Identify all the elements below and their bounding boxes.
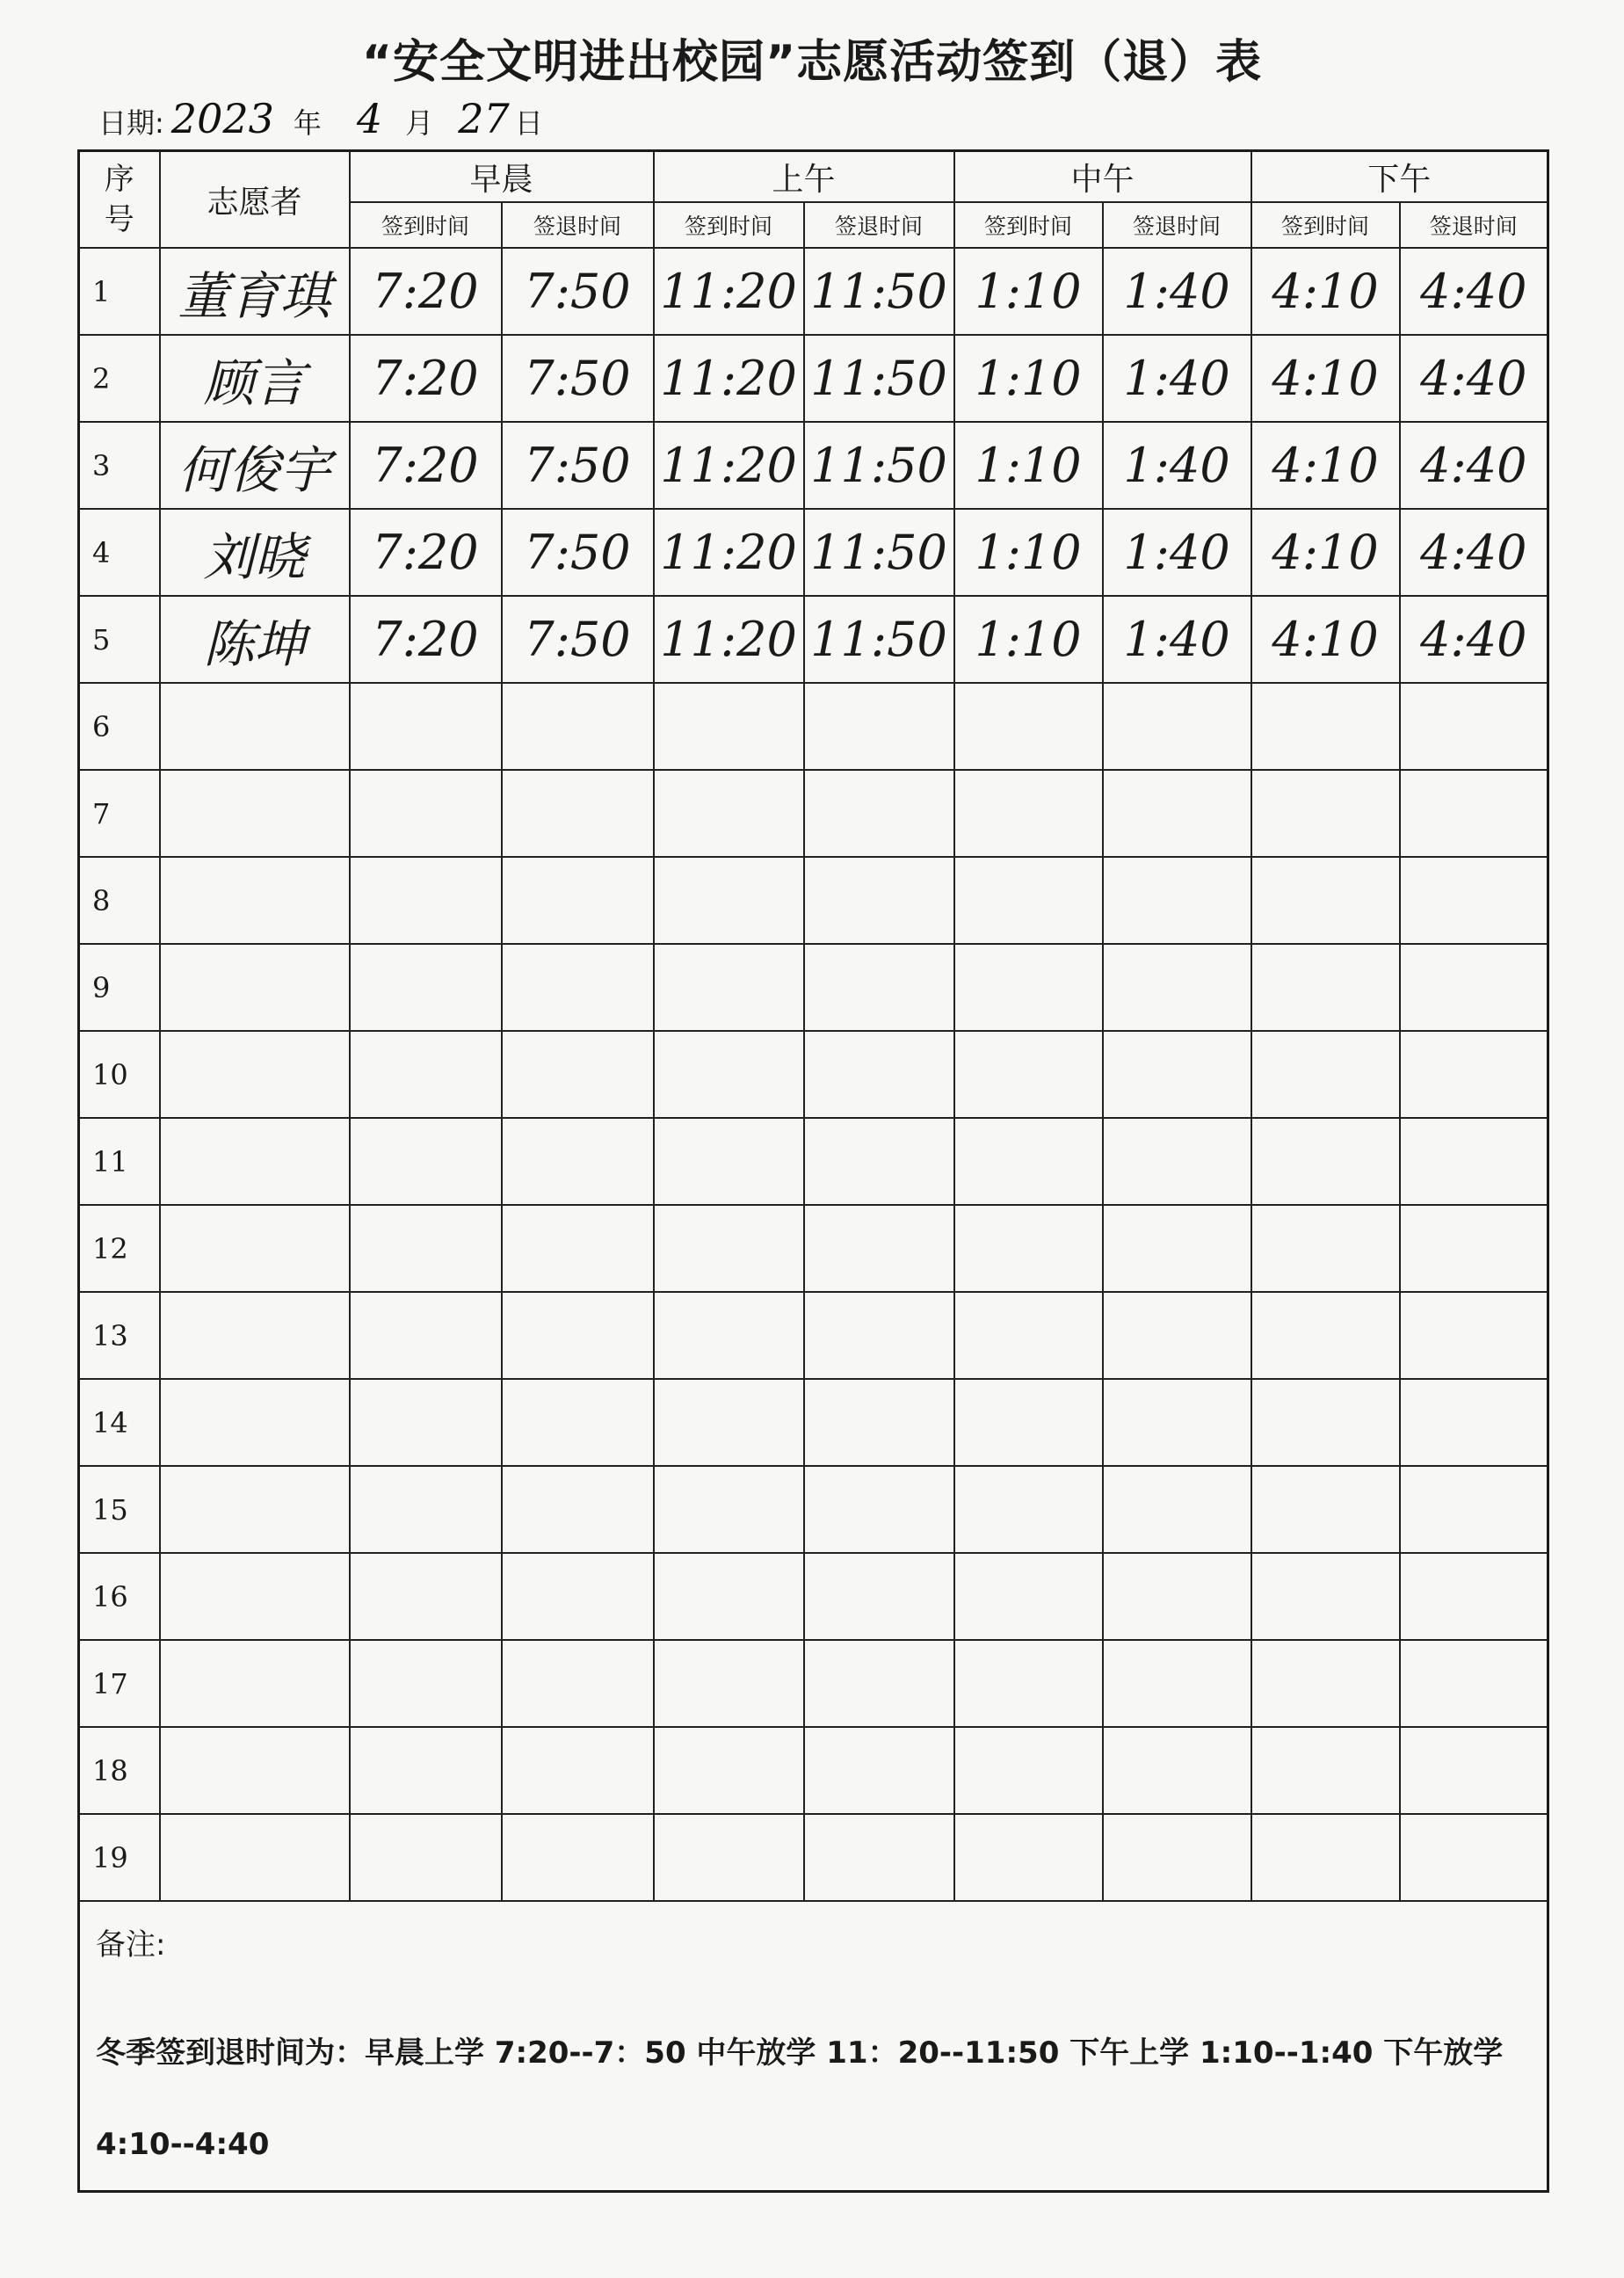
sign-out-time-cell	[1103, 1553, 1251, 1640]
sign-in-time-cell	[954, 1727, 1103, 1814]
sign-in-time-cell	[654, 1814, 804, 1901]
volunteer-header: 志愿者	[160, 151, 350, 249]
sign-in-time-cell	[350, 1553, 502, 1640]
sign-out-time-cell	[502, 1031, 654, 1118]
sign-out-time-cell	[1400, 1118, 1548, 1205]
table-row	[79, 1379, 1548, 1466]
sign-out-time-cell: 1:40	[1103, 509, 1251, 596]
sign-out-time-cell	[1103, 1031, 1251, 1118]
date-line	[98, 95, 543, 148]
volunteer-name	[160, 1553, 350, 1640]
sign-in-time-cell: 4:10	[1251, 509, 1400, 596]
sign-in-time-cell: 4:10	[1251, 596, 1400, 683]
volunteer-name	[160, 857, 350, 944]
sign-out-time-header: 签退时间	[1103, 202, 1251, 248]
volunteer-name	[160, 770, 350, 857]
sign-out-time-header: 签退时间	[502, 202, 654, 248]
table-row	[79, 422, 1548, 509]
sign-in-time-cell	[1251, 1118, 1400, 1205]
seq-header	[79, 151, 160, 249]
sign-out-time-cell	[1400, 1553, 1548, 1640]
sign-out-time-cell: 7:50	[502, 248, 654, 335]
sign-out-time-cell	[502, 1727, 654, 1814]
table-row	[79, 944, 1548, 1031]
sign-out-time-cell	[502, 1640, 654, 1727]
sign-out-time-cell	[804, 1466, 954, 1553]
row-number: 2	[79, 335, 160, 422]
sign-out-time-cell	[502, 770, 654, 857]
volunteer-name: 董育琪	[160, 248, 350, 335]
sign-in-time-cell	[1251, 1205, 1400, 1292]
row-number: 5	[79, 596, 160, 683]
sign-out-time-cell: 4:40	[1400, 596, 1548, 683]
sign-in-time-cell: 1:10	[954, 248, 1103, 335]
sign-in-time-cell: 7:20	[350, 596, 502, 683]
sign-out-time-cell: 7:50	[502, 509, 654, 596]
sign-out-time-cell	[804, 1727, 954, 1814]
table-row	[79, 1814, 1548, 1901]
sign-out-time-cell	[1103, 1292, 1251, 1379]
sign-in-time-cell	[1251, 1292, 1400, 1379]
volunteer-name	[160, 1031, 350, 1118]
sign-in-time-header: 签到时间	[350, 202, 502, 248]
volunteer-name	[160, 1205, 350, 1292]
sign-in-time-cell	[1251, 770, 1400, 857]
row-number: 11	[79, 1118, 160, 1205]
sign-out-time-cell	[1103, 1640, 1251, 1727]
sign-out-time-cell	[804, 857, 954, 944]
row-number: 6	[79, 683, 160, 770]
sign-in-time-cell	[654, 1118, 804, 1205]
sign-out-time-cell	[804, 1640, 954, 1727]
sign-out-time-cell	[1103, 683, 1251, 770]
sign-out-time-cell	[1400, 770, 1548, 857]
row-number: 7	[79, 770, 160, 857]
sign-in-time-cell: 1:10	[954, 596, 1103, 683]
volunteer-name	[160, 683, 350, 770]
table-row	[79, 683, 1548, 770]
sign-in-time-cell	[654, 1292, 804, 1379]
month-unit: 月	[405, 106, 434, 140]
volunteer-name	[160, 1292, 350, 1379]
sign-in-time-cell	[654, 1466, 804, 1553]
sign-out-time-cell: 4:40	[1400, 422, 1548, 509]
sign-out-time-cell	[804, 1814, 954, 1901]
sign-out-time-cell: 11:50	[804, 509, 954, 596]
sign-in-time-cell	[954, 1640, 1103, 1727]
seq-header-label: 序号	[104, 162, 134, 237]
row-number: 17	[79, 1640, 160, 1727]
sign-in-time-cell: 4:10	[1251, 335, 1400, 422]
sign-out-time-cell: 11:50	[804, 248, 954, 335]
volunteer-name	[160, 1466, 350, 1553]
sign-in-time-cell: 4:10	[1251, 422, 1400, 509]
sign-in-time-cell	[954, 944, 1103, 1031]
sign-out-time-cell	[804, 1205, 954, 1292]
sign-out-time-cell	[1103, 1205, 1251, 1292]
volunteer-name	[160, 1379, 350, 1466]
sign-out-time-cell: 7:50	[502, 335, 654, 422]
sign-out-time-cell	[1400, 944, 1548, 1031]
table-body	[79, 248, 1548, 1901]
sign-out-time-cell: 7:50	[502, 422, 654, 509]
sign-out-time-cell	[1103, 944, 1251, 1031]
sign-in-time-cell	[350, 1031, 502, 1118]
sign-in-time-cell: 11:20	[654, 248, 804, 335]
sign-in-time-cell	[654, 683, 804, 770]
sign-in-time-cell: 1:10	[954, 335, 1103, 422]
row-number: 15	[79, 1466, 160, 1553]
sign-out-time-cell	[502, 1553, 654, 1640]
table-row	[79, 1031, 1548, 1118]
row-number: 1	[79, 248, 160, 335]
volunteer-name	[160, 1727, 350, 1814]
sign-out-time-cell	[502, 1118, 654, 1205]
sign-out-time-cell	[804, 1118, 954, 1205]
sign-out-time-cell	[1400, 857, 1548, 944]
sign-out-time-cell: 1:40	[1103, 335, 1251, 422]
sign-out-time-cell	[1103, 1466, 1251, 1553]
sign-out-time-cell: 11:50	[804, 422, 954, 509]
table-row	[79, 335, 1548, 422]
volunteer-name	[160, 1640, 350, 1727]
year-unit: 年	[293, 106, 322, 140]
sign-in-time-cell	[654, 1205, 804, 1292]
sign-out-time-cell	[1103, 1727, 1251, 1814]
sign-out-time-header: 签退时间	[1400, 202, 1548, 248]
sign-in-time-cell: 1:10	[954, 509, 1103, 596]
sign-in-time-cell: 11:20	[654, 335, 804, 422]
table-row	[79, 509, 1548, 596]
sign-in-time-cell	[954, 1031, 1103, 1118]
sign-in-time-cell	[1251, 1379, 1400, 1466]
sign-in-time-cell: 7:20	[350, 422, 502, 509]
sign-out-time-cell: 4:40	[1400, 335, 1548, 422]
sign-in-time-cell	[954, 857, 1103, 944]
table-row	[79, 1640, 1548, 1727]
sign-in-time-cell	[654, 944, 804, 1031]
date-day: 27	[458, 95, 510, 142]
sign-in-time-header: 签到时间	[654, 202, 804, 248]
row-number: 10	[79, 1031, 160, 1118]
sign-in-time-cell: 1:10	[954, 422, 1103, 509]
volunteer-name: 刘晓	[160, 509, 350, 596]
sign-in-time-cell	[654, 770, 804, 857]
signin-table	[77, 149, 1549, 2193]
sign-in-time-cell	[350, 857, 502, 944]
date-year: 2023	[170, 95, 274, 142]
sign-in-time-cell	[1251, 1814, 1400, 1901]
notes-cell	[79, 1901, 1548, 2192]
sign-out-time-cell	[1103, 1814, 1251, 1901]
sign-in-time-cell	[654, 1727, 804, 1814]
sign-out-time-cell	[502, 857, 654, 944]
sign-out-time-cell	[1103, 1379, 1251, 1466]
sign-in-time-cell: 11:20	[654, 596, 804, 683]
sign-in-time-cell	[954, 683, 1103, 770]
volunteer-name: 陈坤	[160, 596, 350, 683]
sign-out-time-cell	[502, 683, 654, 770]
sign-out-time-cell	[1400, 1814, 1548, 1901]
sign-out-time-cell	[1103, 857, 1251, 944]
sign-in-time-cell	[954, 1466, 1103, 1553]
row-number: 8	[79, 857, 160, 944]
sign-out-time-cell	[804, 1553, 954, 1640]
row-number: 12	[79, 1205, 160, 1292]
day-unit: 日	[514, 106, 543, 140]
sign-in-time-cell	[654, 857, 804, 944]
row-number: 16	[79, 1553, 160, 1640]
sign-in-time-cell	[350, 1292, 502, 1379]
sign-in-time-cell: 4:10	[1251, 248, 1400, 335]
row-number: 18	[79, 1727, 160, 1814]
sign-out-time-cell: 7:50	[502, 596, 654, 683]
sign-in-time-header: 签到时间	[1251, 202, 1400, 248]
sign-in-time-cell	[654, 1031, 804, 1118]
sign-out-time-cell: 4:40	[1400, 509, 1548, 596]
table-row	[79, 248, 1548, 335]
sign-in-time-cell	[1251, 1031, 1400, 1118]
sign-in-time-cell: 7:20	[350, 248, 502, 335]
sign-in-time-cell	[654, 1379, 804, 1466]
row-number: 4	[79, 509, 160, 596]
sign-out-time-cell	[502, 1205, 654, 1292]
table-row	[79, 596, 1548, 683]
sign-out-time-cell	[1400, 1466, 1548, 1553]
sign-out-time-cell	[804, 1031, 954, 1118]
notes-text: 冬季签到退时间为：早晨上学 7:20--7：50 中午放学 11：20--11:50 下午上学 1:10--1:40 下午放学 4:10--4:40	[96, 2035, 1504, 2162]
table-row	[79, 1118, 1548, 1205]
sign-out-time-cell	[1400, 1727, 1548, 1814]
date-month: 4	[356, 95, 383, 142]
sign-in-time-cell	[350, 1118, 502, 1205]
sign-in-time-cell	[1251, 1553, 1400, 1640]
sign-in-time-cell	[350, 944, 502, 1031]
sign-in-time-cell	[954, 1118, 1103, 1205]
sign-in-time-cell	[1251, 1727, 1400, 1814]
sign-in-time-cell	[654, 1553, 804, 1640]
sign-out-time-cell	[1400, 1640, 1548, 1727]
sign-out-time-cell	[1400, 1379, 1548, 1466]
sign-in-time-cell	[350, 1727, 502, 1814]
row-number: 9	[79, 944, 160, 1031]
sign-in-time-cell	[350, 683, 502, 770]
sign-in-time-cell	[954, 1292, 1103, 1379]
sign-out-time-cell	[502, 1466, 654, 1553]
volunteer-name: 顾言	[160, 335, 350, 422]
sign-out-time-cell	[1400, 1031, 1548, 1118]
row-number: 3	[79, 422, 160, 509]
sign-out-time-cell: 11:50	[804, 596, 954, 683]
sign-out-time-cell	[804, 944, 954, 1031]
sign-out-time-cell: 11:50	[804, 335, 954, 422]
sign-out-time-cell	[804, 770, 954, 857]
sign-out-time-cell	[502, 944, 654, 1031]
row-number: 14	[79, 1379, 160, 1466]
period-header-forenoon: 上午	[654, 151, 954, 203]
notes-label: 备注:	[96, 1927, 166, 1962]
sign-out-time-cell	[1400, 683, 1548, 770]
table-row	[79, 1466, 1548, 1553]
sign-in-time-cell	[1251, 857, 1400, 944]
sign-in-time-cell: 7:20	[350, 509, 502, 596]
document-title: “安全文明进出校园”志愿活动签到（退）表	[361, 36, 1263, 89]
table-row	[79, 1727, 1548, 1814]
sign-out-time-cell: 1:40	[1103, 596, 1251, 683]
sign-out-time-cell	[804, 683, 954, 770]
sign-out-time-cell	[502, 1292, 654, 1379]
row-number: 13	[79, 1292, 160, 1379]
sign-out-time-cell	[804, 1292, 954, 1379]
sign-in-time-cell	[954, 1379, 1103, 1466]
sign-in-time-cell	[654, 1640, 804, 1727]
sign-in-time-cell	[1251, 683, 1400, 770]
table-row	[79, 857, 1548, 944]
sign-out-time-cell	[1400, 1292, 1548, 1379]
sign-in-time-cell	[350, 770, 502, 857]
period-header-morning: 早晨	[350, 151, 654, 203]
sign-in-time-cell	[350, 1379, 502, 1466]
volunteer-name	[160, 1814, 350, 1901]
sign-in-time-cell	[1251, 1640, 1400, 1727]
sign-in-time-cell: 11:20	[654, 422, 804, 509]
table-row	[79, 1553, 1548, 1640]
sign-in-time-cell	[350, 1814, 502, 1901]
period-header-afternoon: 下午	[1251, 151, 1548, 203]
row-number: 19	[79, 1814, 160, 1901]
sign-in-time-cell	[954, 1814, 1103, 1901]
sign-in-time-cell	[954, 770, 1103, 857]
sign-out-time-cell	[502, 1379, 654, 1466]
volunteer-name	[160, 1118, 350, 1205]
table-row	[79, 1292, 1548, 1379]
sign-out-time-cell: 1:40	[1103, 422, 1251, 509]
sign-out-time-cell	[1103, 770, 1251, 857]
sign-in-time-cell	[350, 1466, 502, 1553]
sign-in-time-cell	[350, 1640, 502, 1727]
sign-in-time-cell: 7:20	[350, 335, 502, 422]
sign-out-time-cell	[804, 1379, 954, 1466]
sign-out-time-cell	[1103, 1118, 1251, 1205]
sign-in-time-cell	[350, 1205, 502, 1292]
sign-in-time-cell: 11:20	[654, 509, 804, 596]
sign-out-time-cell	[502, 1814, 654, 1901]
date-label: 日期:	[98, 106, 164, 140]
period-header-noon: 中午	[954, 151, 1251, 203]
sign-in-time-header: 签到时间	[954, 202, 1103, 248]
table-row	[79, 770, 1548, 857]
volunteer-name	[160, 944, 350, 1031]
volunteer-name: 何俊宇	[160, 422, 350, 509]
sign-out-time-cell: 4:40	[1400, 248, 1548, 335]
sign-in-time-cell	[954, 1205, 1103, 1292]
sign-in-time-cell	[1251, 1466, 1400, 1553]
sign-in-time-cell	[1251, 944, 1400, 1031]
sign-out-time-cell	[1400, 1205, 1548, 1292]
sign-out-time-header: 签退时间	[804, 202, 954, 248]
table-row	[79, 1205, 1548, 1292]
sign-out-time-cell: 1:40	[1103, 248, 1251, 335]
sign-in-time-cell	[954, 1553, 1103, 1640]
